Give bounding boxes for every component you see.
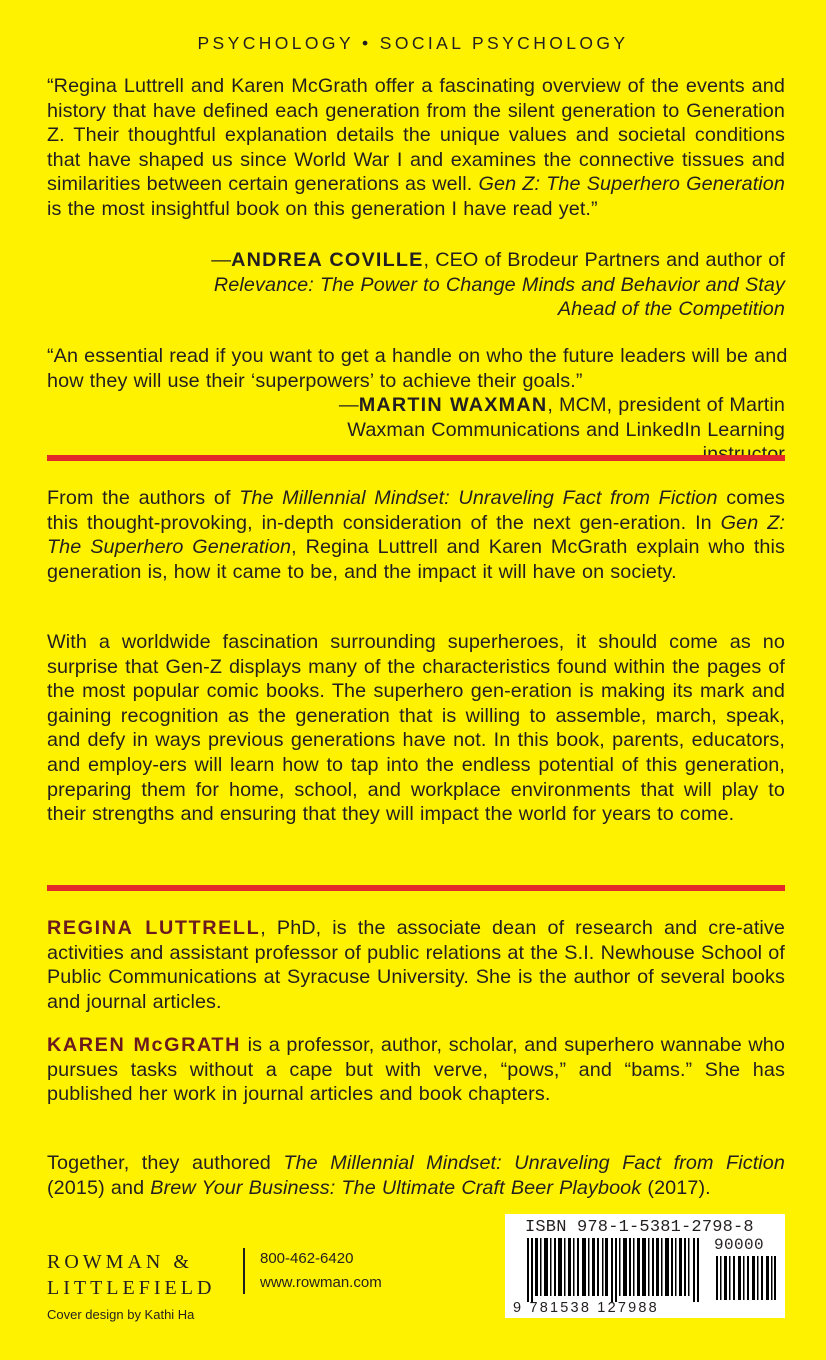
addon-barcode-bars <box>715 1256 777 1300</box>
description-paragraph-1: From the authors of The Millennial Mindset: Unraveling Fact from Fiction comes this thought-provoking, in-depth consideration of the next gen-eration. In Gen Z: The Superhero Generation, Regina Luttrell and Karen McGrath explain who this generation is, how it came to be, and the impact it will have on society. <box>47 487 786 583</box>
publisher-line-2: LITTLEFIELD <box>47 1277 216 1299</box>
category-label: PSYCHOLOGY • SOCIAL PSYCHOLOGY <box>197 33 629 53</box>
publisher-divider <box>243 1248 245 1294</box>
author-bio-2: KAREN McGRATH is a professor, author, scholar, and superhero wannabe who pursues tasks without a cape but with verve, “pows,” and “bams.” She has published her work in journal articles and book chapters. <box>47 1034 786 1106</box>
endorsement-attribution-2: —MARTIN WAXMAN, MCM, president of Martin Waxman Communications and LinkedIn Learning <box>338 394 785 441</box>
barcode-bars <box>525 1238 705 1302</box>
publisher-contact <box>260 1247 382 1295</box>
isbn-barcode <box>505 1214 785 1318</box>
publisher-phone: 800-462-6420 <box>260 1250 354 1267</box>
price-code: 90000 <box>714 1236 765 1254</box>
description-paragraph-2: With a worldwide fascination surrounding superheroes, it should come as no surprise that Gen-Z displays many of the characteristics found within the pages of the most popular comic books. The superhero gen-eration is making its mark and gaining recognition as the generation that is willing to assemble, march, speak, and defy in ways previous generations have not. In this book, parents, educators, and employ-ers will learn how to tap into the endless potential of this generation, preparing them for home, school, and workplace environments that will play to their strengths and ensuring that they will impact the world for years to come. <box>47 631 785 826</box>
endorsement-quote-1: “Regina Luttrell and Karen McGrath offer a fascinating overview of the events and history that have defined each generation from the silent generation to Generation Z. Their thoughtful explanation details the unique values and societal conditions that have shaped us since World War I and examines the connective tissues and similarities between certain generations as well. Gen Z: The Superhero Generation is the most insightful book on this generation I have read yet.” <box>47 75 785 220</box>
divider-rule-2 <box>47 885 785 891</box>
publisher-website: www.rowman.com <box>260 1274 382 1291</box>
barcode-number: 9 781538 127988 <box>513 1300 659 1316</box>
endorsement-quote-2: “An essential read if you want to get a handle on who the future leaders will be and how they will use their ‘superpowers’ to achieve their goals.” <box>47 345 788 392</box>
author-bio-1: REGINA LUTTRELL, PhD, is the associate dean of research and cre-ative activities and assistant professor of public relations at the S.I. Newhouse School of Public Communications at Syracuse University. She is the author of several books and journal articles. <box>47 917 786 1013</box>
divider-rule-1 <box>47 455 785 461</box>
authors-together: Together, they authored The Millennial Mindset: Unraveling Fact from Fiction (2015) and Brew Your Business: The Ultimate Craft Beer Playbook (2017). <box>47 1152 785 1199</box>
isbn-text: ISBN 978-1-5381-2798-8 <box>525 1218 754 1237</box>
cover-credit: Cover design by Kathi Ha <box>47 1307 195 1322</box>
endorsement-attribution-1: —ANDREA COVILLE, CEO of Brodeur Partners and author of Relevance: The Power to Change Minds and Behavior and Stay Ahead of the Competition <box>211 249 785 321</box>
publisher-logo <box>47 1249 215 1301</box>
publisher-line-1: ROWMAN & <box>47 1251 193 1273</box>
